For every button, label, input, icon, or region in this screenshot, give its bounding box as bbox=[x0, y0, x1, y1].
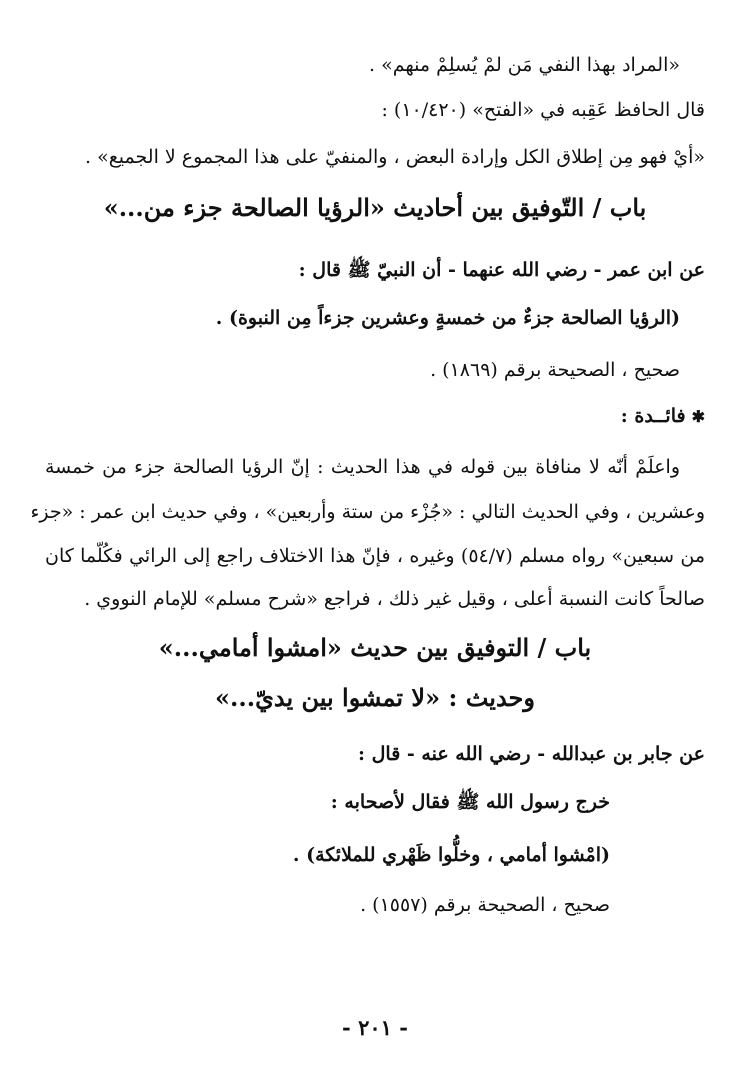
hadith-text: (امْشوا أمامي ، وخلُّوا ظَهْري للملائكة) . bbox=[292, 844, 610, 866]
chapter-heading: باب / التوفيق بين حديث «امشوا أمامي...» bbox=[158, 633, 592, 662]
page-number: - ٢٠١ - bbox=[342, 1015, 408, 1040]
quote-line: «المراد بهذا النفي مَن لمْ يُسلِمْ منهم» . bbox=[369, 54, 680, 76]
grading-line: صحيح ، الصحيحة برقم (١٥٥٧) . bbox=[360, 894, 610, 916]
paragraph-line: واعلَمْ أنّه لا منافاة بين قوله في هذا الحديث : إنّ الرؤيا الصالحة جزء من خمسة bbox=[45, 456, 680, 478]
benefit-heading bbox=[621, 401, 705, 432]
text-line: قال الحافظ عَقِبه في «الفتح» (١٠/٤٢٠) : bbox=[381, 99, 705, 121]
paragraph-line: من سبعين» رواه مسلم (٥٤/٧) وغيره ، فإنّ هذا الاختلاف راجع إلى الرائي فكُلّما كان bbox=[45, 545, 705, 567]
chapter-heading: وحديث : «لا تمشوا بين يديّ...» bbox=[215, 683, 535, 712]
grading-line: صحيح ، الصحيحة برقم (١٨٦٩) . bbox=[430, 359, 680, 381]
chapter-heading: باب / التّوفيق بين أحاديث «الرؤيا الصالحة جزء من...» bbox=[103, 193, 647, 222]
star-bullet-icon: ✱ bbox=[691, 407, 705, 426]
benefit-label: فائــدة : bbox=[620, 405, 686, 427]
hadith-text: (الرؤيا الصالحة جزءٌ من خمسةٍ وعشرين جزءاً مِن النبوة) . bbox=[215, 307, 680, 329]
quote-line: «أيْ فهو مِن إطلاق الكل وإرادة البعض ، والمنفيّ على هذا المجموع لا الجميع» . bbox=[84, 146, 705, 168]
hadith-text: خرج رسول الله ﷺ فقال لأصحابه : bbox=[330, 791, 610, 813]
narration-line: عن ابن عمر - رضي الله عنهما - أن النبيّ ﷺ قال : bbox=[298, 259, 705, 281]
narration-line: عن جابر بن عبدالله - رضي الله عنه - قال : bbox=[357, 743, 705, 765]
paragraph-line: وعشرين ، وفي الحديث التالي : «جُزْء من ستة وأربعين» ، وفي حديث ابن عمر : «جزء bbox=[30, 501, 705, 523]
paragraph-line: صالحاً كانت النسبة أعلى ، وقيل غير ذلك ، فراجع «شرح مسلم» للإمام النووي . bbox=[84, 588, 705, 610]
